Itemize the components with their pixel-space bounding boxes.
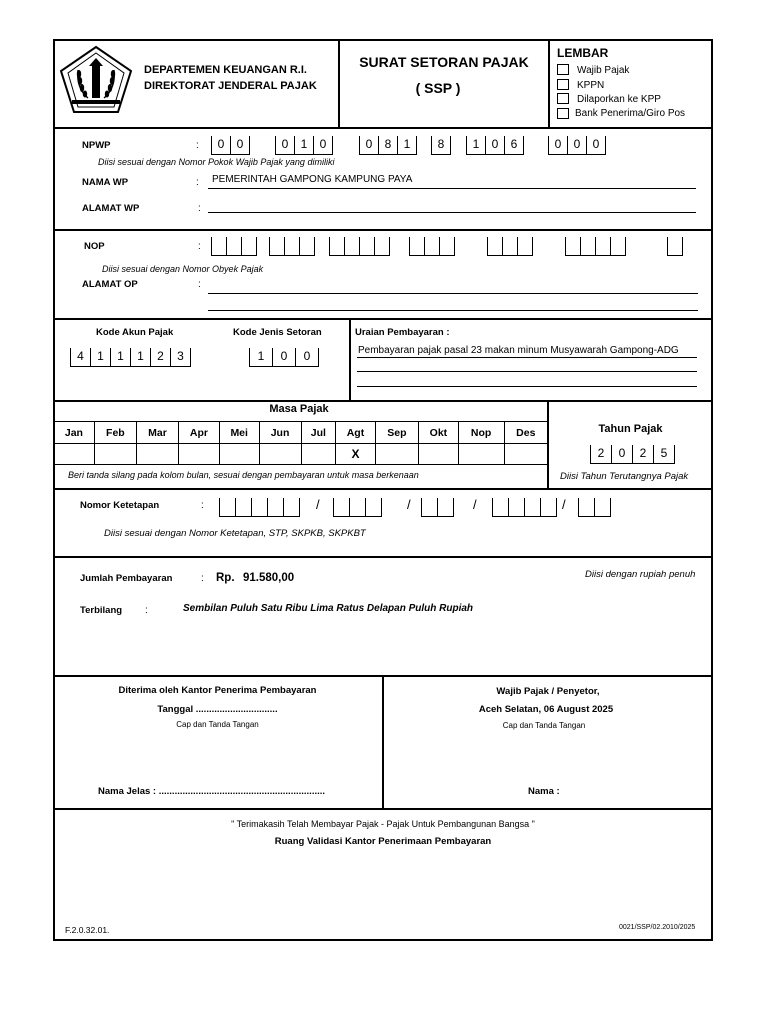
digit-box [580, 237, 595, 255]
lembar-option-label: Dilaporkan ke KPP [577, 94, 661, 105]
ketetapan-note: Diisi sesuai dengan Nomor Ketetapan, STP, SKPKB, SKPKBT [104, 528, 366, 539]
ketetapan-separator: / [407, 497, 411, 512]
receiver-date[interactable]: Tanggal ............................... [157, 704, 278, 715]
form-code: F.2.0.32.01. [65, 925, 110, 935]
digit-box: 1 [110, 348, 130, 366]
digit-box: 0 [548, 136, 567, 154]
digit-box: 1 [397, 136, 417, 154]
uraian-value[interactable]: Pembayaran pajak pasal 23 makan minum Musyawarah Gampong-ADG [358, 345, 679, 356]
jumlah-label: Jumlah Pembayaran [80, 573, 173, 584]
kode-jenis-label: Kode Jenis Setoran [233, 327, 322, 338]
colon: : [198, 279, 201, 290]
kode-jenis-field[interactable] [249, 348, 319, 367]
alamat-op-label: ALAMAT OP [82, 279, 138, 290]
colon: : [198, 203, 201, 214]
npwp-note: Diisi sesuai dengan Nomor Pokok Wajib Pajak yang dimiliki [98, 157, 335, 167]
payer-place-date[interactable]: Aceh Selatan, 06 August 2025 [478, 704, 614, 715]
digit-box: 2 [590, 445, 611, 463]
digit-box: 0 [211, 136, 230, 154]
receiver-title: Diterima oleh Kantor Penerima Pembayaran [118, 685, 317, 696]
amount-value[interactable]: 91.580,00 [243, 572, 295, 584]
npwp-group[interactable] [211, 136, 250, 155]
month-mark-cell[interactable]: X [336, 444, 376, 465]
month-header: Jul [301, 422, 336, 444]
digit-box [409, 237, 424, 255]
masa-instruction: Beri tanda silang pada kolom bulan, sesuai dengan pembayaran untuk masa berkenaan [68, 470, 419, 480]
ketetapan-label: Nomor Ketetapan [80, 500, 160, 511]
nama-wp-label: NAMA WP [82, 177, 129, 188]
djp-logo [58, 44, 134, 116]
digit-box: 0 [230, 136, 250, 154]
digit-box: 8 [378, 136, 397, 154]
digit-box [517, 237, 533, 255]
nop-label: NOP [84, 241, 105, 252]
terbilang-value[interactable]: Sembilan Puluh Satu Ribu Lima Ratus Delapan Puluh Rupiah [183, 603, 474, 614]
lembar-checkbox-kpp[interactable] [557, 93, 569, 104]
document-code: 0021/SSP/02.2010/2025 [619, 924, 696, 931]
nop-group[interactable] [409, 237, 455, 256]
digit-box [540, 498, 557, 516]
digit-box: 2 [150, 348, 170, 366]
digit-box: 1 [294, 136, 313, 154]
digit-box [437, 498, 454, 516]
npwp-group[interactable] [275, 136, 333, 155]
digit-box [421, 498, 437, 516]
digit-box [349, 498, 365, 516]
month-header: Feb [94, 422, 136, 444]
digit-box: 6 [504, 136, 524, 154]
payer-stamp-note: Cap dan Tanda Tangan [502, 721, 586, 730]
lembar-checkbox-wajib-pajak[interactable] [557, 64, 569, 75]
digit-box [424, 237, 439, 255]
alamat-op-line[interactable] [208, 293, 698, 294]
digit-box: 4 [70, 348, 90, 366]
npwp-group[interactable] [466, 136, 524, 155]
month-mark-cell[interactable] [375, 444, 418, 465]
month-mark-cell[interactable] [136, 444, 178, 465]
npwp-group[interactable] [431, 136, 451, 155]
colon: : [196, 140, 199, 151]
nop-group[interactable] [487, 237, 533, 256]
lembar-option-label: Wajib Pajak [577, 65, 630, 76]
digit-box [251, 498, 267, 516]
month-mark-cell[interactable] [179, 444, 220, 465]
department-name: DEPARTEMEN KEUANGAN R.I. [144, 64, 307, 76]
month-header: Jan [54, 422, 95, 444]
month-mark-cell[interactable] [504, 444, 547, 465]
rupiah-note: Diisi dengan rupiah penuh [585, 569, 696, 580]
month-header: Apr [179, 422, 220, 444]
nop-group[interactable] [667, 237, 683, 256]
alamat-op-line[interactable] [208, 310, 698, 311]
nop-group[interactable] [565, 237, 626, 256]
digit-box: 0 [586, 136, 606, 154]
masa-pajak-label: Masa Pajak [269, 403, 329, 415]
digit-box [502, 237, 517, 255]
alamat-wp-label: ALAMAT WP [82, 203, 140, 214]
digit-box [226, 237, 241, 255]
digit-box [578, 498, 594, 516]
nop-group[interactable] [211, 237, 257, 256]
month-mark-cell[interactable] [301, 444, 336, 465]
terbilang-label: Terbilang [80, 605, 123, 616]
colon: : [196, 177, 199, 188]
digit-box [299, 237, 315, 255]
digit-box: 3 [170, 348, 191, 366]
digit-box [269, 237, 284, 255]
ketetapan-group[interactable] [578, 498, 611, 517]
tahun-pajak-note: Diisi Tahun Terutangnya Pajak [560, 471, 689, 482]
digit-box: 1 [466, 136, 485, 154]
digit-box [359, 237, 374, 255]
colon: : [201, 573, 204, 584]
lembar-title: LEMBAR [557, 46, 609, 60]
digit-box [595, 237, 610, 255]
tahun-pajak-field[interactable] [590, 445, 675, 464]
lembar-checkbox-bank[interactable] [557, 108, 569, 119]
month-mark-cell[interactable] [94, 444, 136, 465]
ketetapan-group[interactable] [333, 498, 382, 517]
month-header: Des [504, 422, 547, 444]
digit-box [565, 237, 580, 255]
digit-box [235, 498, 251, 516]
digit-box [610, 237, 626, 255]
nop-note: Diisi sesuai dengan Nomor Obyek Pajak [102, 264, 264, 274]
validation-area-label: Ruang Validasi Kantor Penerimaan Pembayaran [274, 836, 492, 847]
digit-box [211, 237, 226, 255]
digit-box [508, 498, 524, 516]
month-mark-cell[interactable] [219, 444, 259, 465]
digit-box: 5 [653, 445, 675, 463]
lembar-option-label: KPPN [577, 80, 605, 91]
digit-box [439, 237, 455, 255]
form-title: SURAT SETORAN PAJAK [359, 54, 529, 70]
month-table [53, 421, 548, 465]
digit-box [267, 498, 283, 516]
digit-box: 0 [485, 136, 504, 154]
digit-box [241, 237, 257, 255]
npwp-group[interactable] [359, 136, 417, 155]
digit-box [284, 237, 299, 255]
digit-box [365, 498, 382, 516]
month-header: Sep [375, 422, 418, 444]
uraian-label: Uraian Pembayaran : [355, 327, 450, 338]
digit-box [487, 237, 502, 255]
ketetapan-separator: / [316, 497, 320, 512]
digit-box: 0 [567, 136, 586, 154]
receiver-name[interactable]: Nama Jelas : ............................................................... [98, 786, 326, 797]
month-header: Jun [259, 422, 301, 444]
receiver-stamp-note: Cap dan Tanda Tangan [176, 720, 259, 729]
digit-box [283, 498, 300, 516]
digit-box: 1 [90, 348, 110, 366]
month-mark-cell[interactable] [54, 444, 95, 465]
digit-box [219, 498, 235, 516]
kode-akun-field[interactable] [70, 348, 191, 367]
kode-akun-label: Kode Akun Pajak [96, 327, 174, 338]
colon: : [198, 241, 201, 252]
form-subtitle: ( SSP ) [415, 80, 461, 96]
digit-box: 0 [295, 348, 319, 366]
digit-box [594, 498, 611, 516]
month-header: Okt [419, 422, 459, 444]
digit-box: 0 [611, 445, 632, 463]
nop-group[interactable] [329, 237, 390, 256]
npwp-group[interactable] [548, 136, 606, 155]
ketetapan-separator: / [473, 497, 477, 512]
digit-box: 0 [359, 136, 378, 154]
thanks-message: " Terimakasih Telah Membayar Pajak - Pajak Untuk Pembangunan Bangsa " [231, 819, 535, 829]
ketetapan-group[interactable] [421, 498, 454, 517]
digit-box [333, 498, 349, 516]
ketetapan-separator: / [562, 497, 566, 512]
npwp-label: NPWP [82, 140, 111, 151]
tahun-pajak-label: Tahun Pajak [598, 423, 663, 435]
month-mark-cell[interactable] [259, 444, 301, 465]
lembar-option-label: Bank Penerima/Giro Pos [575, 108, 686, 119]
colon: : [201, 500, 204, 511]
payer-name[interactable]: Nama : [528, 786, 560, 797]
directorate-name: DIREKTORAT JENDERAL PAJAK [144, 80, 317, 92]
digit-box [667, 237, 683, 255]
digit-box [492, 498, 508, 516]
month-header: Mei [219, 422, 259, 444]
currency-label: Rp. [216, 572, 235, 584]
ketetapan-group[interactable] [219, 498, 300, 517]
month-header: Agt [336, 422, 376, 444]
digit-box: 2 [632, 445, 653, 463]
digit-box [329, 237, 344, 255]
digit-box [344, 237, 359, 255]
digit-box: 0 [272, 348, 295, 366]
ketetapan-group[interactable] [492, 498, 557, 517]
digit-box: 8 [431, 136, 451, 154]
month-mark-cell[interactable] [419, 444, 459, 465]
month-mark-cell[interactable] [458, 444, 504, 465]
digit-box: 1 [249, 348, 272, 366]
digit-box: 1 [130, 348, 150, 366]
digit-box [374, 237, 390, 255]
lembar-checkbox-kppn[interactable] [557, 79, 569, 90]
digit-box: 0 [313, 136, 333, 154]
colon: : [145, 605, 148, 616]
month-header: Mar [136, 422, 178, 444]
digit-box: 0 [275, 136, 294, 154]
month-header: Nop [458, 422, 504, 444]
digit-box [524, 498, 540, 516]
payer-title: Wajib Pajak / Penyetor, [496, 686, 600, 697]
nop-group[interactable] [269, 237, 315, 256]
nama-wp-value[interactable]: PEMERINTAH GAMPONG KAMPUNG PAYA [212, 174, 413, 185]
